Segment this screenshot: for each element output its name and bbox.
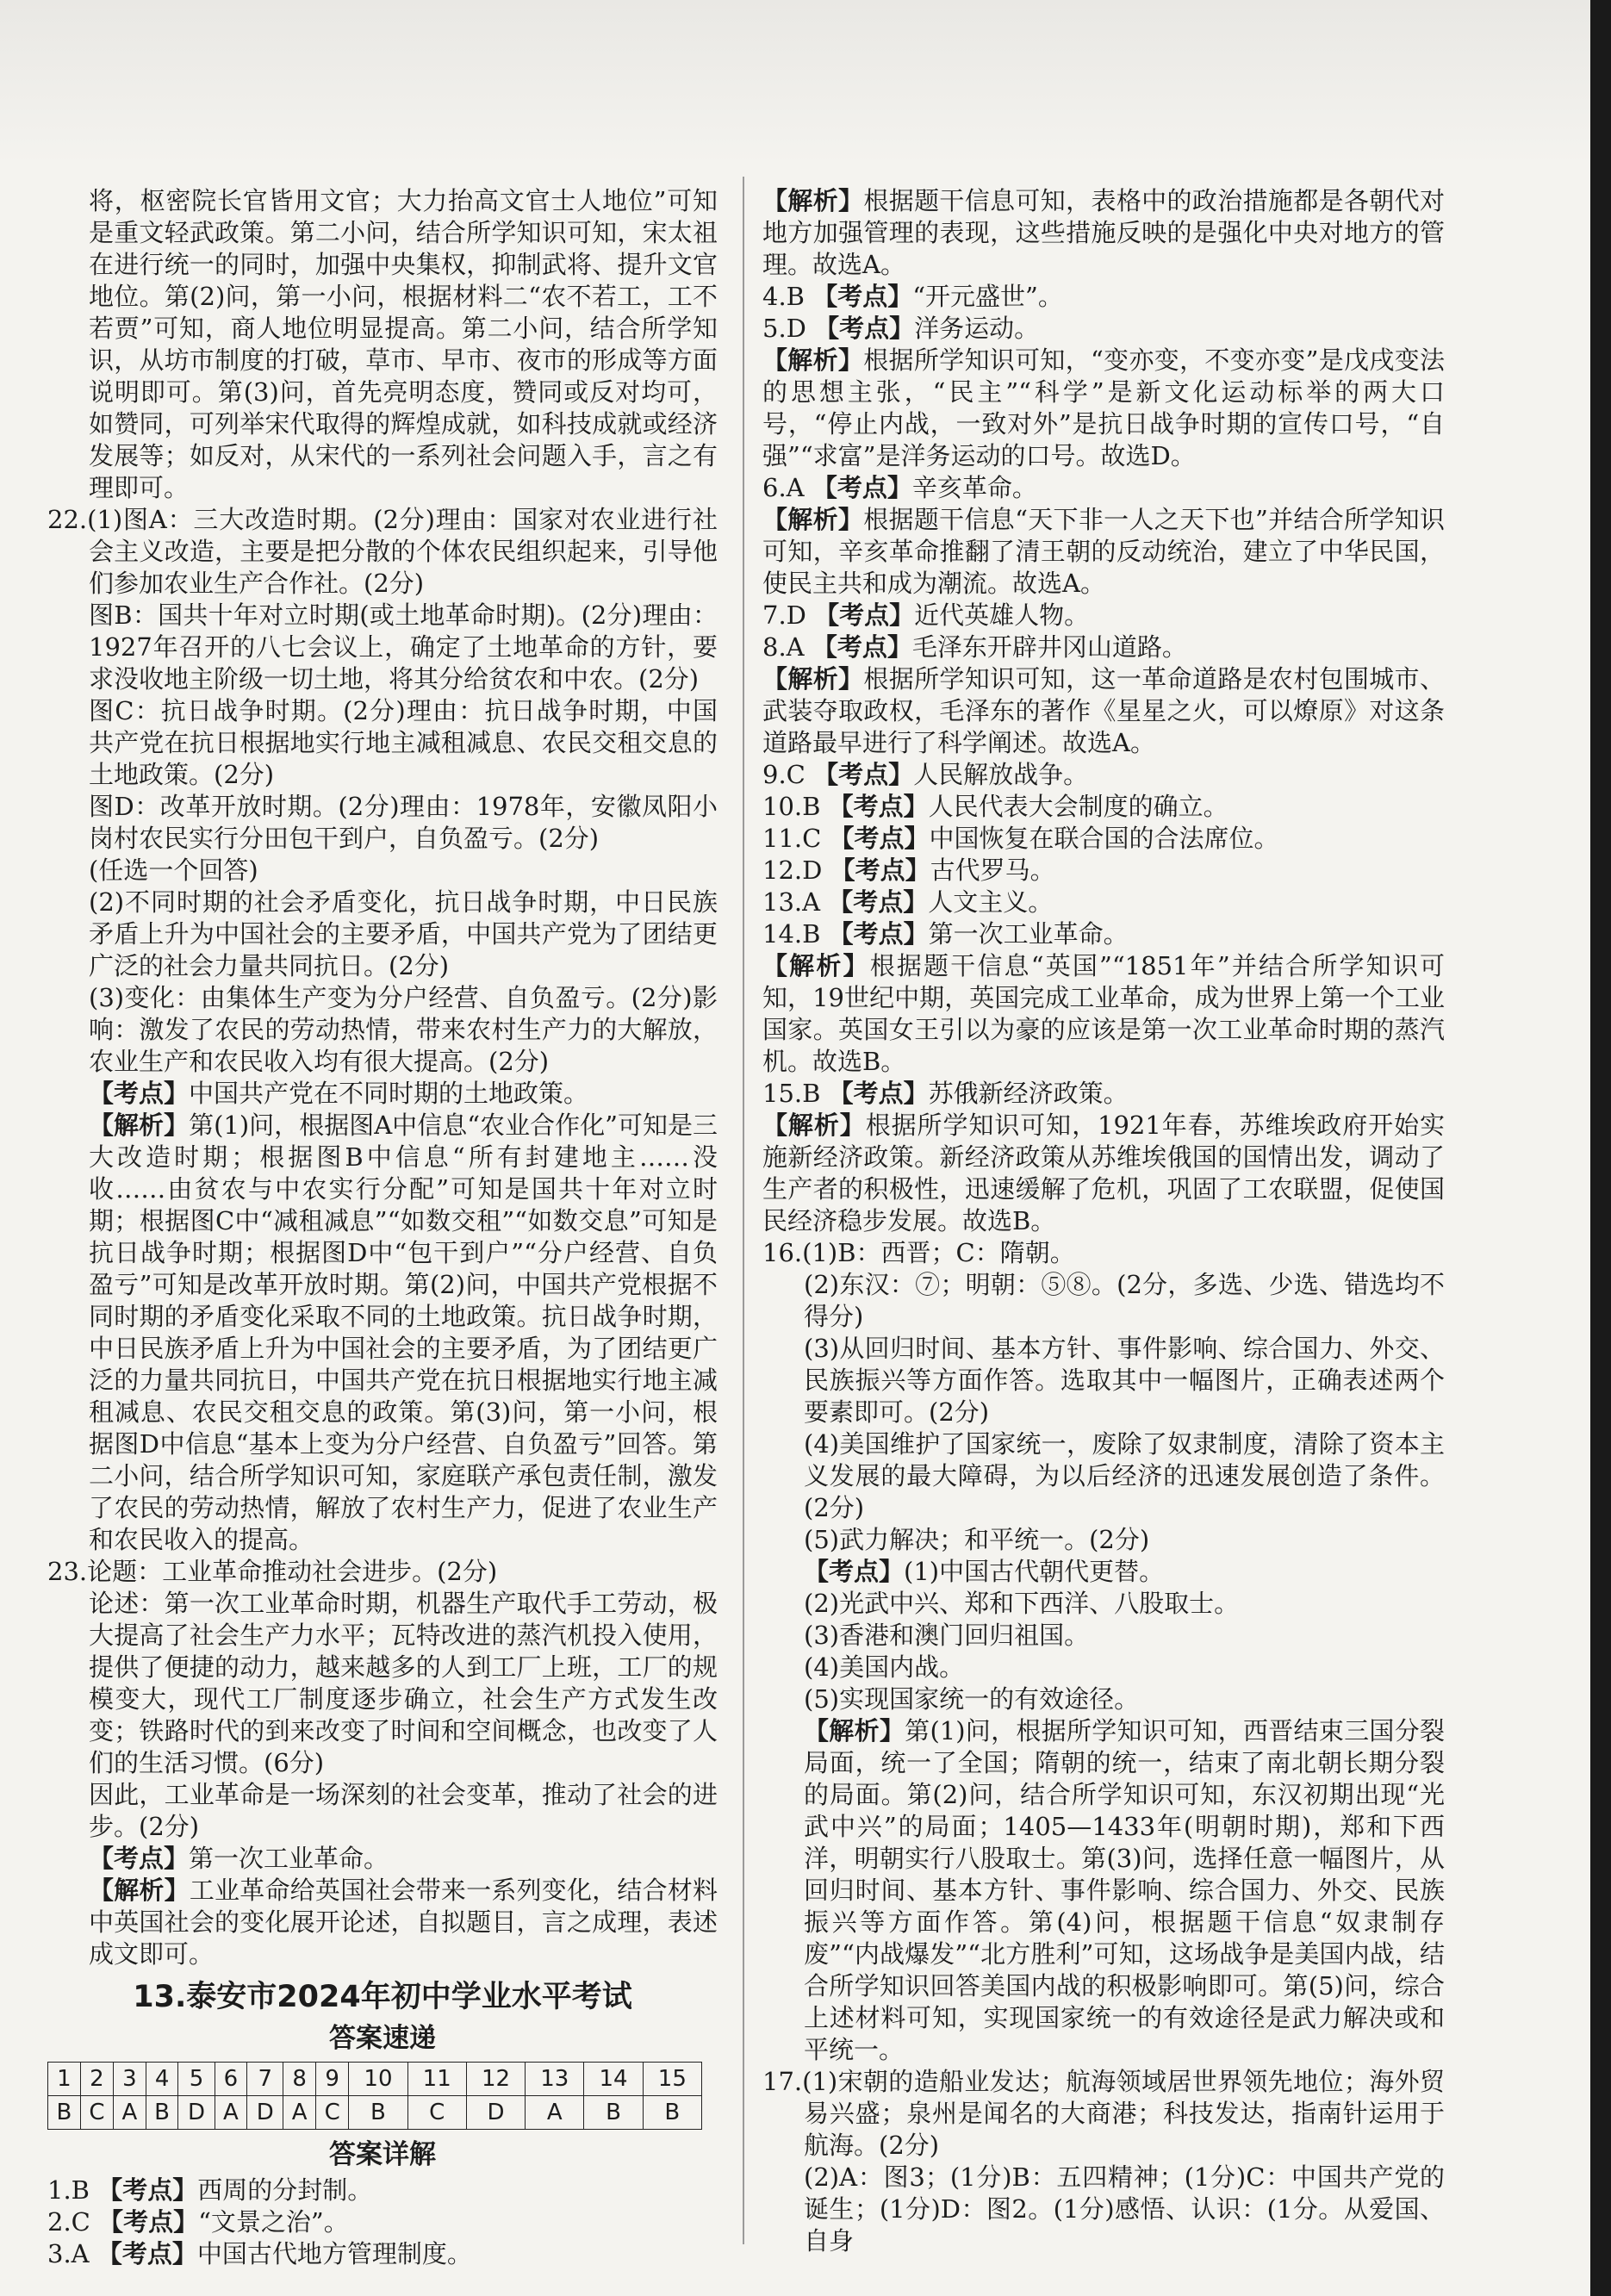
q23-jiexi — [47, 1875, 718, 1970]
answer-kaodian-text: “文景之治”。 — [198, 2207, 349, 2237]
q22-part1-b: 图B：国共十年对立时期(或土地革命时期)。(2分)理由：1927年召开的八七会议上，确定了土地革命的方针，要求没收地主阶级一切土地，将其分给贫农和中农。(2分) — [89, 600, 718, 694]
answer-15 — [762, 1078, 1445, 1110]
jiexi-label: 【解析】 — [89, 1111, 190, 1140]
answer-number: 7.D — [762, 600, 806, 630]
answer-number: 4.B — [762, 282, 805, 311]
jiexi-label: 【解析】 — [89, 1876, 190, 1905]
jiexi-label: 【解析】 — [762, 951, 870, 980]
answer-table-answer-cell: C — [315, 2096, 348, 2130]
scan-top-shading — [0, 0, 1611, 164]
q16-kaodian-2: (2)光武中兴、郑和下西洋、八股取士。 — [804, 1589, 1240, 1618]
kaodian-label: 【考点】 — [828, 792, 929, 821]
answer-table-number-cell: 2 — [80, 2063, 113, 2096]
q23-topic: 23.论题：工业革命推动社会进步。(2分) — [47, 1557, 498, 1586]
answer-1 — [47, 2175, 718, 2206]
answer-table-answer-cell: A — [283, 2096, 316, 2130]
kaodian-label: 【考点】 — [89, 1079, 190, 1108]
answer-table-answer-cell: C — [80, 2096, 113, 2130]
answer-kaodian-text: “开元盛世”。 — [912, 282, 1063, 311]
answer-table-answer-cell: B — [146, 2096, 178, 2130]
q23-kaodian — [47, 1843, 718, 1875]
left-column — [47, 185, 718, 2270]
kaodian-label: 【考点】 — [828, 919, 929, 949]
kaodian-label: 【考点】 — [812, 632, 912, 662]
answer-15-jiexi — [762, 1110, 1445, 1237]
q16-part2: (2)东汉：⑦；明朝：⑤⑧。(2分，多选、少选、错选均不得分) — [804, 1270, 1445, 1331]
answer-table-answer-cell: C — [407, 2096, 466, 2130]
answer-table-number-cell: 14 — [584, 2063, 643, 2096]
q16-part1: 16.(1)B：西晋；C：隋朝。 — [762, 1238, 1075, 1267]
answer-quick-heading: 答案速递 — [329, 2023, 436, 2054]
answer-kaodian-text: 人民代表大会制度的确立。 — [928, 792, 1228, 821]
kaodian-label: 【考点】 — [96, 2239, 197, 2268]
kaodian-label: 【考点】 — [828, 887, 929, 917]
answer-10 — [762, 791, 1445, 823]
jiexi-text: 根据题干信息“英国”“1851年”并结合所学知识可知，19世纪中期，英国完成工业革命，成为世界上第一个工业国家。英国女王引以为豪的应该是第一次工业革命时期的蒸汽机。故选B。 — [762, 951, 1445, 1076]
kaodian-label: 【考点】 — [814, 600, 915, 630]
answer-kaodian-text: 中国古代地方管理制度。 — [196, 2239, 472, 2268]
jiexi-text: 根据所学知识可知，这一革命道路是农村包围城市、武装夺取政权，毛泽东的著作《星星之火，可以燎原》对这条道路最早进行了科学阐述。故选A。 — [762, 664, 1445, 757]
answer-table-answer-cell: B — [643, 2096, 701, 2130]
answer-12 — [762, 855, 1445, 887]
jiexi-text: 根据所学知识可知，1921年春，苏维埃政府开始实施新经济政策。新经济政策从苏维埃俄国的国情出发，调动了生产者的积极性，迅速缓解了危机，巩固了工农联盟，促使国民经济稳步发展。故选B。 — [762, 1111, 1445, 1235]
answer-table-number-cell: 6 — [215, 2063, 247, 2096]
answer-number: 1.B — [47, 2175, 90, 2205]
q22-part2: (2)不同时期的社会矛盾变化，抗日战争时期，中日民族矛盾上升为中国社会的主要矛盾，中国共产党为了团结更广泛的社会力量共同抗日。(2分) — [89, 887, 718, 980]
jiexi-label: 【解析】 — [762, 186, 864, 215]
kaodian-label: 【考点】 — [98, 2207, 199, 2237]
answer-3 — [47, 2238, 718, 2270]
answer-kaodian-text: 毛泽东开辟井冈山道路。 — [911, 632, 1187, 662]
answer-6-jiexi — [762, 504, 1445, 600]
answer-table-answer-cell: D — [466, 2096, 525, 2130]
answer-9 — [762, 759, 1445, 791]
q16-kaodian-5: (5)实现国家统一的有效途径。 — [804, 1684, 1140, 1714]
answer-kaodian-text: 人民解放战争。 — [913, 760, 1089, 789]
kaodian-label: 【考点】 — [812, 282, 913, 311]
column-divider — [743, 177, 744, 2244]
answer-table-number-cell: 12 — [466, 2063, 525, 2096]
answer-5-jiexi — [762, 345, 1445, 472]
q16-part3: (3)从回归时间、基本方针、事件影响、综合国力、外交、民族振兴等方面作答。选取其中一幅图片，正确表述两个要素即可。(2分) — [804, 1334, 1445, 1427]
kaodian-label: 【考点】 — [804, 1557, 905, 1586]
q16-kaodian-4: (4)美国内战。 — [804, 1652, 965, 1682]
answer-kaodian-text: 苏俄新经济政策。 — [928, 1079, 1129, 1108]
jiexi-label: 【解析】 — [804, 1716, 905, 1745]
answer-table-answer-cell: A — [215, 2096, 247, 2130]
q22-part3: (3)变化：由集体生产变为分户经营、自负盈亏。(2分)影响：激发了农民的劳动热情，带来农村生产力的大解放，农业生产和农民收入均有很大提高。(2分) — [89, 983, 718, 1076]
answer-detail-heading: 答案详解 — [329, 2139, 436, 2170]
answer-number: 9.C — [762, 760, 806, 789]
answer-kaodian-text: 辛亥革命。 — [911, 473, 1037, 502]
answer-table-number-cell: 5 — [178, 2063, 215, 2096]
q23-jiexi-text: 工业革命给英国社会带来一系列变化，结合材料中英国社会的变化展开论述，自拟题目，言之成理，表述成文即可。 — [89, 1876, 718, 1969]
kaodian-label: 【考点】 — [828, 1079, 929, 1108]
answer-table-answer-cell: D — [247, 2096, 283, 2130]
kaodian-label: 【考点】 — [813, 760, 914, 789]
q16-kaodian-1 — [762, 1556, 1445, 1588]
q22-part1-a: 22.(1)图A：三大改造时期。(2分)理由：国家对农业进行社会主义改造，主要是把分散的个体农民组织起来，引导他们参加农业生产合作社。(2分) — [47, 505, 718, 598]
q22-part1-d: 图D：改革开放时期。(2分)理由：1978年，安徽凤阳小岗村农民实行分田包干到户，自负盈亏。(2分) — [89, 792, 718, 853]
kaodian-label: 【考点】 — [97, 2175, 198, 2205]
jiexi-label: 【解析】 — [762, 505, 864, 534]
answer-8 — [762, 632, 1445, 663]
answer-kaodian-text: 近代英雄人物。 — [914, 600, 1090, 630]
q16-kaodian-3: (3)香港和澳门回归祖国。 — [804, 1621, 1090, 1650]
answer-4 — [762, 281, 1445, 313]
answer-table-answer-cell: B — [48, 2096, 81, 2130]
q22-kaodian — [47, 1078, 718, 1110]
answer-table-answer-cell: D — [178, 2096, 215, 2130]
answer-table-number-cell: 4 — [146, 2063, 178, 2096]
answer-number: 12.D — [762, 856, 823, 885]
answer-table-answer-cell: B — [584, 2096, 643, 2130]
answer-number: 10.B — [762, 792, 821, 821]
jiexi-label: 【解析】 — [762, 664, 864, 694]
q23-argument: 论述：第一次工业革命时期，机器生产取代手工劳动，极大提高了社会生产力水平；瓦特改进的蒸汽机投入使用，提供了便捷的动力，越来越多的人到工厂上班，工厂的规模变大，现代工厂制度逐步确立，社会生产方式发生改变；铁路时代的到来改变了时间和空间概念，也改变了人们的生活习惯。(6分) — [89, 1589, 718, 1777]
right-column — [762, 185, 1445, 2257]
jiexi-label: 【解析】 — [762, 345, 864, 375]
answer-table-number-cell: 8 — [283, 2063, 316, 2096]
answer-6 — [762, 472, 1445, 504]
kaodian-label: 【考点】 — [814, 314, 915, 343]
answer-5 — [762, 313, 1445, 345]
q17-part1: 17.(1)宋朝的造船业发达；航海领域居世界领先地位；海外贸易兴盛；泉州是闻名的大商港；科技发达，指南针运用于航海。(2分) — [762, 2067, 1445, 2160]
answer-3-jiexi — [762, 185, 1445, 281]
q23-conclusion: 因此，工业革命是一场深刻的社会变革，推动了社会的进步。(2分) — [89, 1780, 718, 1841]
answer-table-answer-cell: B — [349, 2096, 407, 2130]
answer-number: 8.A — [762, 632, 805, 662]
jiexi-label: 【解析】 — [762, 1111, 866, 1140]
scan-right-edge — [1590, 0, 1611, 2296]
answer-number: 2.C — [47, 2207, 90, 2237]
q16-part4: (4)美国维护了国家统一，废除了奴隶制度，清除了资本主义发展的最大障碍，为以后经济的迅速发展创造了条件。(2分) — [804, 1429, 1445, 1522]
kaodian-label: 【考点】 — [89, 1844, 190, 1873]
answer-2 — [47, 2206, 718, 2238]
answer-kaodian-text: 人文主义。 — [928, 887, 1054, 917]
answer-table-number-cell: 9 — [315, 2063, 348, 2096]
answer-kaodian-text: 第一次工业革命。 — [928, 919, 1129, 949]
answer-kaodian-text: 古代罗马。 — [930, 856, 1055, 885]
answer-table-answer-cell: A — [114, 2096, 146, 2130]
answer-table-number-cell: 13 — [526, 2063, 584, 2096]
answer-table — [47, 2062, 702, 2130]
jiexi-text: 第(1)问，根据所学知识可知，西晋结束三国分裂局面，统一了全国；隋朝的统一，结束了南北朝长期分裂的局面。第(2)问，结合所学知识可知，东汉初期出现“光武中兴”的局面；1405—1433年(明朝时期)，郑和下西洋，明朝实行八股取士。第(3)问，选择任意一幅图片，从回归时间、基本方针、事件影响、综合国力、外交、民族振兴等方面作答。第(4)问，根据题干信息“奴隶制存废”“内战爆发”“北方胜利”可知，这场战争是美国内战，结合所学知识回答美国内战的积极影响即可。第(5)问，综合上述材料可知，实现国家统一的有效途径是武力解决或和平统一。 — [804, 1716, 1445, 2064]
answer-table-number-cell: 7 — [247, 2063, 283, 2096]
answer-table-answers — [48, 2096, 702, 2130]
kaodian-text: (1)中国古代朝代更替。 — [904, 1557, 1165, 1586]
answer-table-answer-cell: A — [526, 2096, 584, 2130]
answer-table-number-cell: 1 — [48, 2063, 81, 2096]
answer-number: 6.A — [762, 473, 805, 502]
q22-jiexi-text: 第(1)问，根据图A中信息“农业合作化”可知是三大改造时期；根据图B中信息“所有封建地主……没收……由贫农与中农实行分配”可知是国共十年对立时期；根据图C中“减租减息”“如数交租”“如数交息”可知是抗日战争时期；根据图D中“包干到户”“分户经营、自负盈亏”可知是改革开放时期。第(2)问，中国共产党根据不同时期的矛盾变化采取不同的土地政策。抗日战争时期，中日民族矛盾上升为中国社会的主要矛盾，为了团结更广泛的力量共同抗日，中国共产党在抗日根据地实行地主减租减息、农民交租交息的政策。第(3)问，第一小问，根据图D中信息“基本上变为分户经营、自负盈亏”回答。第二小问，结合所学知识可知，家庭联产承包责任制，激发了农民的劳动热情，解放了农村生产力，促进了农业生产和农民收入的提高。 — [89, 1111, 718, 1554]
kaodian-label: 【考点】 — [830, 856, 930, 885]
q22-note: (任选一个回答) — [89, 856, 258, 885]
q22-kaodian-text: 中国共产党在不同时期的土地政策。 — [189, 1079, 589, 1108]
answer-table-number-cell: 15 — [643, 2063, 701, 2096]
answer-14 — [762, 918, 1445, 950]
answer-kaodian-text: 西周的分封制。 — [197, 2175, 373, 2205]
answer-number: 14.B — [762, 919, 821, 949]
kaodian-label: 【考点】 — [812, 473, 912, 502]
q23-kaodian-text: 第一次工业革命。 — [189, 1844, 389, 1873]
kaodian-label: 【考点】 — [829, 824, 930, 853]
q16-jiexi — [762, 1715, 1445, 2066]
section-title: 13.泰安市2024年初中学业水平考试 — [133, 1980, 632, 2014]
q17-part2: (2)A：图3；(1分)B：五四精神；(1分)C：中国共产党的诞生；(1分)D：图2。(1分)感悟、认识：(1分。从爱国、自身 — [804, 2162, 1445, 2256]
answer-number: 3.A — [47, 2239, 90, 2268]
q21-continuation: 将，枢密院长官皆用文官；大力抬高文官士人地位”可知是重文轻武政策。第二小问，结合所学知识可知，宋太祖在进行统一的同时，加强中央集权，抑制武将、提升文官地位。第(2)问，第一小问，根据材料二“农不若工，工不若贾”可知，商人地位明显提高。第二小问，结合所学知识，从坊市制度的打破，草市、早市、夜市的形成等方面说明即可。第(3)问，首先亮明态度，赞同或反对均可，如赞同，可列举宋代取得的辉煌成就，如科技成就或经济发展等；如反对，从宋代的一系列社会问题入手，言之有理即可。 — [89, 186, 718, 502]
jiexi-text: 根据题干信息“天下非一人之天下也”并结合所学知识可知，辛亥革命推翻了清王朝的反动统治，建立了中华民国，使民主共和成为潮流。故选A。 — [762, 505, 1445, 598]
answer-13 — [762, 887, 1445, 918]
answer-table-number-cell: 3 — [114, 2063, 146, 2096]
answer-kaodian-text: 中国恢复在联合国的合法席位。 — [929, 824, 1279, 853]
q22-jiexi — [47, 1110, 718, 1556]
q22-part1-c: 图C：抗日战争时期。(2分)理由：抗日战争时期，中国共产党在抗日根据地实行地主减租减息、农民交租交息的土地政策。(2分) — [89, 696, 718, 789]
answer-number: 13.A — [762, 887, 821, 917]
answer-11 — [762, 823, 1445, 855]
answer-table-number-cell: 10 — [349, 2063, 407, 2096]
jiexi-text: 根据题干信息可知，表格中的政治措施都是各朝代对地方加强管理的表现，这些措施反映的是强化中央对地方的管理。故选A。 — [762, 186, 1445, 279]
answer-number: 11.C — [762, 824, 822, 853]
answer-8-jiexi — [762, 663, 1445, 759]
answer-kaodian-text: 洋务运动。 — [914, 314, 1040, 343]
jiexi-text: 根据所学知识可知，“变亦变，不变亦变”是戊戌变法的思想主张，“民主”“科学”是新文化运动标举的两大口号，“停止内战，一致对外”是抗日战争时期的宣传口号，“自强”“求富”是洋务运动的口号。故选D。 — [762, 345, 1445, 470]
answer-14-jiexi — [762, 950, 1445, 1078]
answer-table-numbers — [48, 2063, 702, 2096]
answer-7 — [762, 600, 1445, 632]
q16-part5: (5)武力解决；和平统一。(2分) — [804, 1525, 1150, 1554]
answer-table-number-cell: 11 — [407, 2063, 466, 2096]
answer-number: 5.D — [762, 314, 806, 343]
answer-number: 15.B — [762, 1079, 821, 1108]
